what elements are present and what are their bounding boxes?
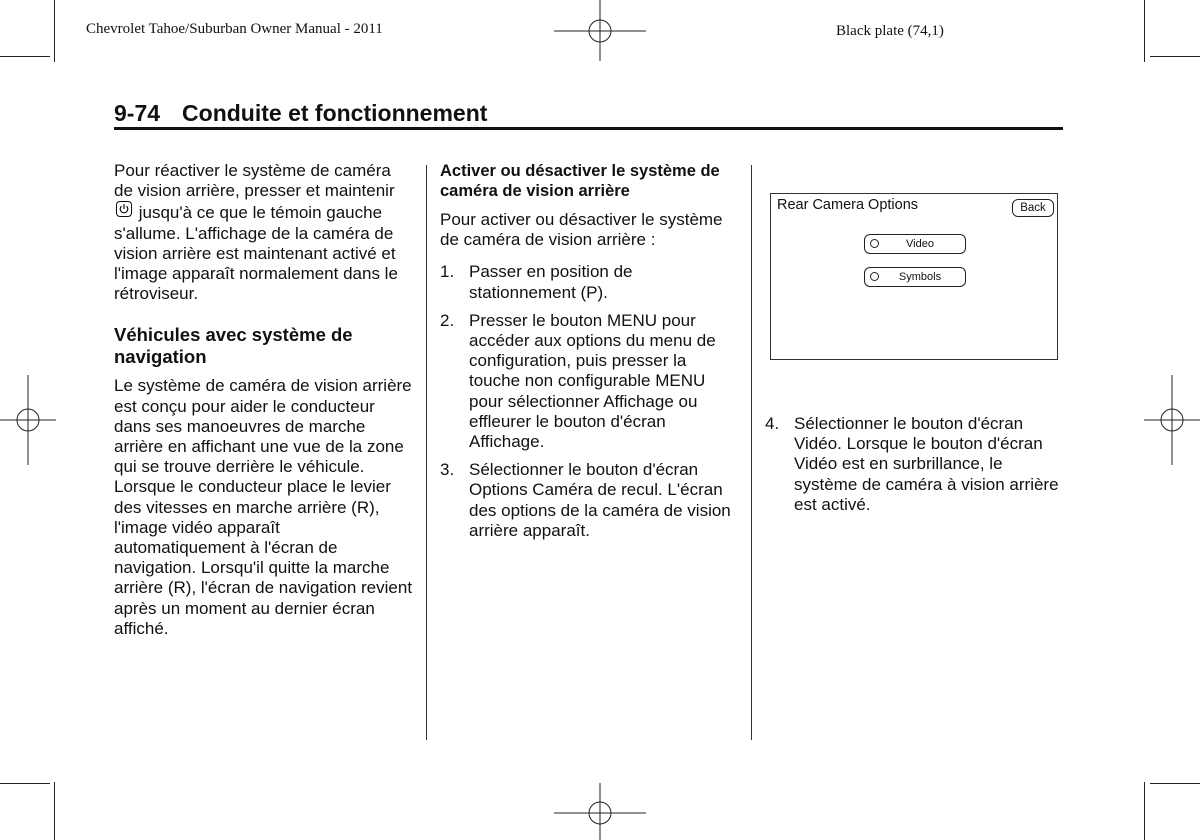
video-option-button[interactable] — [864, 234, 966, 254]
column-divider — [751, 165, 752, 740]
heading-rule — [114, 127, 1063, 130]
column-1 — [114, 161, 414, 651]
column-2 — [440, 161, 742, 549]
crop-mark — [1150, 56, 1200, 57]
crop-mark — [1144, 0, 1145, 62]
navigation-paragraph: Le système de caméra de vision arrière est conçu pour aider le conducteur dans ses manoeuvres de marche arrière en affichant une vue de la zone qui se trouve derrière le véhicule. Lorsque le conducteur place le levier des vitesses en marche arrière (R), l'image vidéo apparaît automatiquement à l'écran de navigation. Lorsqu'il quitte la marche arrière (R), l'écran de navigation revient après un moment au dernier écran affiché. — [114, 376, 413, 638]
crop-mark — [1144, 782, 1145, 840]
manual-title: Chevrolet Tahoe/Suburban Owner Manual - 2011 — [86, 21, 383, 37]
crop-mark — [0, 783, 50, 784]
section-heading-navigation: Véhicules avec système de navigation — [114, 324, 353, 367]
section-heading-toggle: Activer ou désactiver le système de caméra de vision arrière — [440, 162, 720, 200]
steps-list — [440, 262, 742, 541]
page-number: 9-74 — [114, 100, 161, 126]
plate-label: Black plate (74,1) — [836, 23, 944, 39]
option-label: Video — [906, 238, 934, 250]
rear-camera-options-screen — [770, 193, 1058, 360]
page-heading — [114, 100, 487, 127]
column-3 — [765, 414, 1065, 523]
screen-title: Rear Camera Options — [777, 197, 919, 213]
page-title: Conduite et fonctionnement — [182, 100, 488, 126]
crop-mark — [1150, 783, 1200, 784]
list-item: 3. Sélectionner le bouton d'écran Options Caméra de recul. L'écran des options de la caméra de vision arrière apparaît. — [440, 460, 731, 540]
list-item: 1. Passer en position de stationnement (P). — [440, 262, 633, 302]
crop-mark — [0, 56, 50, 57]
back-button[interactable]: Back — [1012, 199, 1054, 217]
power-button-icon — [116, 201, 132, 217]
crop-mark — [54, 782, 55, 840]
reactivate-paragraph: Pour réactiver le système de caméra de vision arrière, presser et maintenir jusqu'à ce que le témoin gauche s'allume. L'affichage de la caméra de vision arrière est maintenant activé et l'image apparaît normalement dans le rétroviseur. — [114, 161, 398, 304]
column-divider — [426, 165, 427, 740]
list-item: 4. Sélectionner le bouton d'écran Vidéo. Lorsque le bouton d'écran Vidéo est en surbrillance, le système de caméra à vision arrière est activé. — [765, 414, 1059, 514]
option-label: Symbols — [898, 271, 942, 283]
list-item: 2. Presser le bouton MENU pour accéder aux options du menu de configuration, puis presser la touche non configurable MENU pour sélectionner Affichage ou effleurer le bouton d'écran Affichage. — [440, 310, 716, 452]
symbols-option-button[interactable] — [864, 267, 966, 287]
steps-list-continued — [765, 414, 1065, 515]
toggle-intro: Pour activer ou désactiver le système de caméra de vision arrière : — [440, 210, 723, 250]
crop-mark — [54, 0, 55, 62]
